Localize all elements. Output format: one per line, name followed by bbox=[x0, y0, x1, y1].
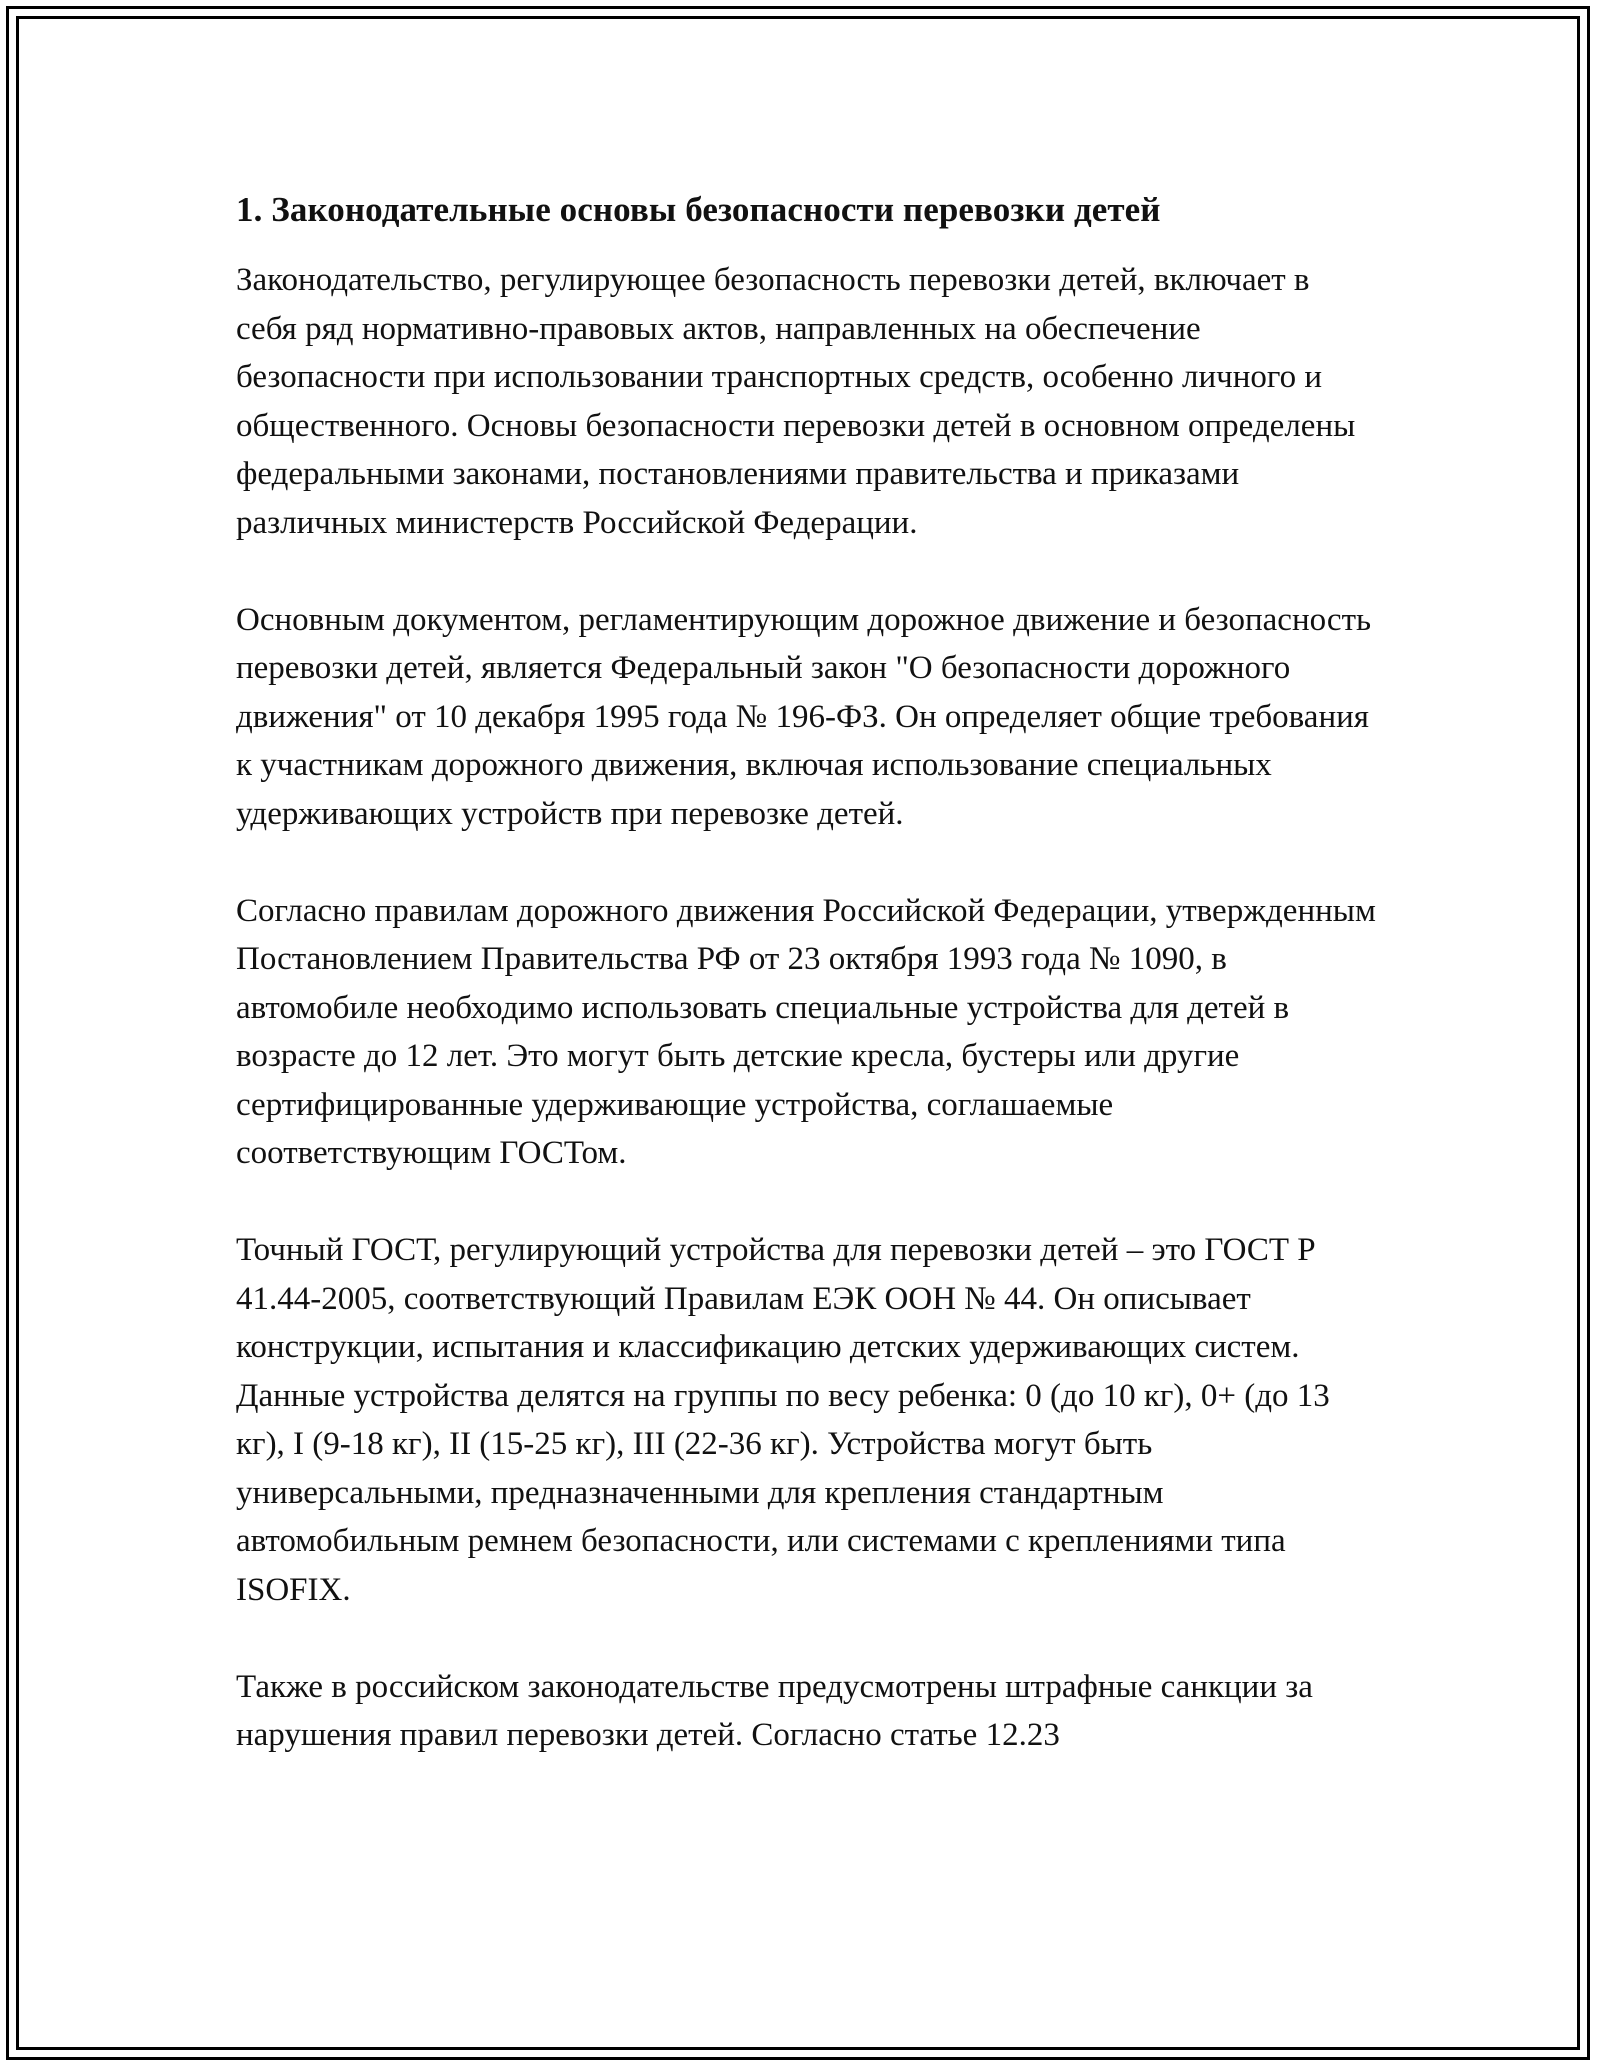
paragraph-penalties: Также в российском законодательстве предусмотрены штрафные санкции за нарушения правил перевозки детей. Согласно статье 12.23 bbox=[236, 1668, 1313, 1753]
paragraph-federal-law: Основным документом, регламентирующим дорожное движение и безопасность перевозки детей, является Федеральный закон "О безопасности дорожного движения" от 10 декабря 1995 года № 196-ФЗ. Он определяет общие требования к участникам дорожного движения, включая использование специальных удерживающих устройств при перевозке детей. bbox=[236, 601, 1372, 832]
section-heading: 1. Законодательные основы безопасности перевозки детей bbox=[236, 190, 1161, 229]
paragraph-gost-standard: Точный ГОСТ, регулирующий устройства для перевозки детей – это ГОСТ Р 41.44-2005, соответствующий Правилам ЕЭК ООН № 44. Он описывает конструкции, испытания и классификацию детских удерживающих систем. Данные устройства делятся на группы по весу ребенка: 0 (до 10 кг), 0+ (до 13 кг), I (9-18 кг), II (15-25 кг), III (22-36 кг). Устройства могут быть универсальными, предназначенными для крепления стандартным автомобильным ремнем безопасности, или системами с креплениями типа ISOFIX. bbox=[236, 1232, 1330, 1608]
document-body bbox=[236, 186, 1376, 1808]
paragraph-traffic-rules: Согласно правилам дорожного движения Российской Федерации, утвержденным Постановлением Правительства РФ от 23 октября 1993 года № 1090, в автомобиле необходимо использовать специальные устройства для детей в возрасте до 12 лет. Это могут быть детские кресла, бустеры или другие сертифицированные удерживающие устройства, соглашаемые соответствующим ГОСТом. bbox=[236, 892, 1376, 1171]
paragraph-legislation-overview: Законодательство, регулирующее безопасность перевозки детей, включает в себя ряд нормативно-правовых актов, направленных на обеспечение безопасности при использовании транспортных средств, особенно личного и общественного. Основы безопасности перевозки детей в основном определены федеральными законами, постановлениями правительства и приказами различных министерств Российской Федерации. bbox=[236, 262, 1356, 541]
